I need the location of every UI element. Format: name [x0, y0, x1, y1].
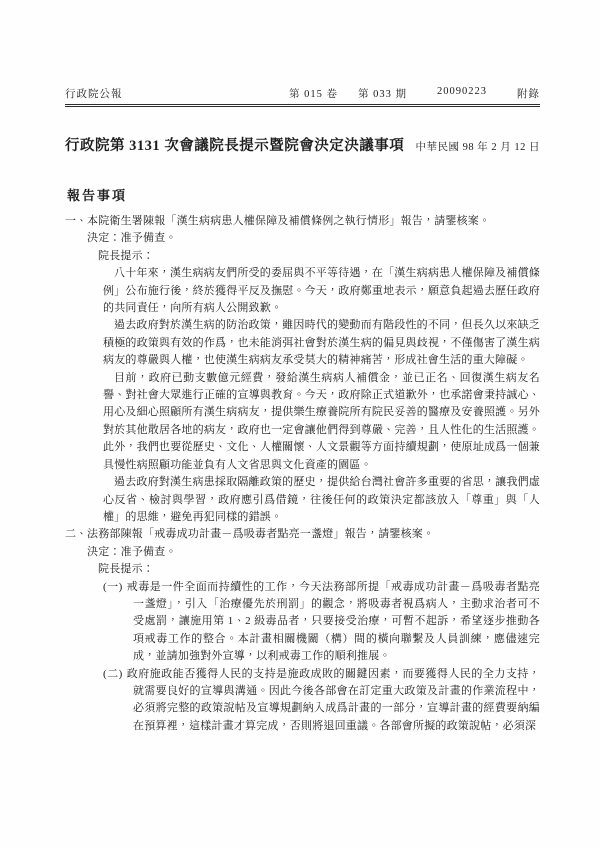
item-number: 一、 [65, 215, 87, 227]
decision-line: 決定：准予備查。 [87, 232, 177, 245]
item-number: 二、 [65, 528, 87, 541]
decision-line: 決定：准予備查。 [87, 545, 177, 558]
publication-name: 行政院公報 [65, 89, 123, 100]
remark-paragraph [103, 579, 540, 666]
title-row [65, 134, 540, 155]
issue-number: 第 033 期 [358, 89, 407, 100]
section-heading: 報告事項 [67, 188, 128, 203]
paragraph-marker: (一) [103, 580, 123, 593]
paragraph-marker: (二) [103, 667, 123, 680]
remark-paragraph: 目前，政府已動支數億元經費，發給漢生病病人補償金，並已正名、回復漢生病友名譽、對社會大眾進行正確的宣導與教育。今天，政府除正式道歉外，也承諾會秉持誠心、用心及細心照顧所有漢生病病友，提供樂生療養院所有院民妥善的醫療及安養照護。另外對於其他散居各地的病友，政府也一定會讓他們得到尊嚴、完善，且人性化的生活照護。此外，我們也要從歷史、文化、人權關懷、人文景觀等方面持續規劃，使原址成爲一個兼具慢性病照顧功能並負有人文省思與文化資產的園區。 [103, 371, 540, 471]
item-subject-text: 本院衛生署陳報「漢生病病患人權保障及補償條例之執行情形」報告，請鑒核案。 [87, 215, 491, 227]
item-subject-text: 法務部陳報「戒毒成功計畫－爲吸毒者點亮一盞燈」報告，請鑒核案。 [87, 528, 435, 541]
remark-paragraph [103, 666, 540, 736]
remark-paragraph: 八十年來，漢生病病友們所受的委屈與不平等待遇，在「漢生病病患人權保障及補償條例」公布施行後，終於獲得平反及撫慰。今天，政府鄭重地表示，願意負起過去歷任政府的共同責任，向所有病人公開致歉。 [103, 267, 540, 315]
premier-remarks-label: 院長提示： [98, 563, 154, 576]
section-label: 附錄 [517, 89, 540, 100]
document-date: 中華民國 98 年 2 月 12 日 [415, 142, 540, 153]
page-content [65, 86, 540, 735]
item-subject [65, 213, 540, 230]
gazette-date-code: 20090223 [437, 86, 487, 97]
header-issue-info [269, 86, 540, 101]
report-items [65, 213, 540, 735]
volume-number: 第 015 卷 [289, 89, 338, 100]
remark-paragraph: 過去政府對漢生病患採取隔離政策的歷史，提供給台灣社會許多重要的省思，讓我們虛心反省、檢討與學習，政府應引爲借鏡，往後任何的政策決定都該放入「尊重」與「人權」的思維，避免再犯同樣的錯誤。 [103, 476, 540, 523]
premier-remarks-label: 院長提示： [98, 249, 154, 262]
paragraph-text: 戒毒是一件全面而持續性的工作，今天法務部所提「戒毒成功計畫－爲吸毒者點亮一盞燈」，引入「治療優先於刑罰」的觀念，將吸毒者視爲病人，主動求治者可不受處罰，讓施用第 1、2 級毒品者，只要接受治療，可暫不起訴，希望逐步推動各項戒毒工作的整合。本計畫相關機關（構）間的橫向聯繫及人員訓練，應儘速完成，並請加強對外宣導，以利戒毒工作的順利推展。 [126, 580, 540, 663]
document-title: 行政院第 3131 次會議院長提示暨院會決定決議事項 [65, 138, 405, 154]
paragraph-text: 政府施政能否獲得人民的支持是施政成敗的關鍵因素，而要獲得人民的全力支持，就需要良好的宣導與溝通。因此今後各部會在訂定重大政策及計畫的作業流程中，必須將完整的政策說帖及宣導規劃納入成爲計畫的一部分，宣導計畫的經費要納編在預算裡，這樣計畫才算完成，否則將退回重議。各部會所擬的政策說帖，必須深 [126, 667, 540, 732]
running-header [65, 86, 540, 107]
item-subject [65, 526, 540, 543]
remark-paragraph: 過去政府對於漢生病的防治政策，雖因時代的變動而有階段性的不同，但長久以來缺乏積極的政策與有效的作爲，也未能消弭社會對於漢生病的偏見與歧視，不僅傷害了漢生病病友的尊嚴與人權，也使漢生病病友承受莫大的精神痛苦，形成社會生活的重大障礙。 [103, 319, 540, 367]
